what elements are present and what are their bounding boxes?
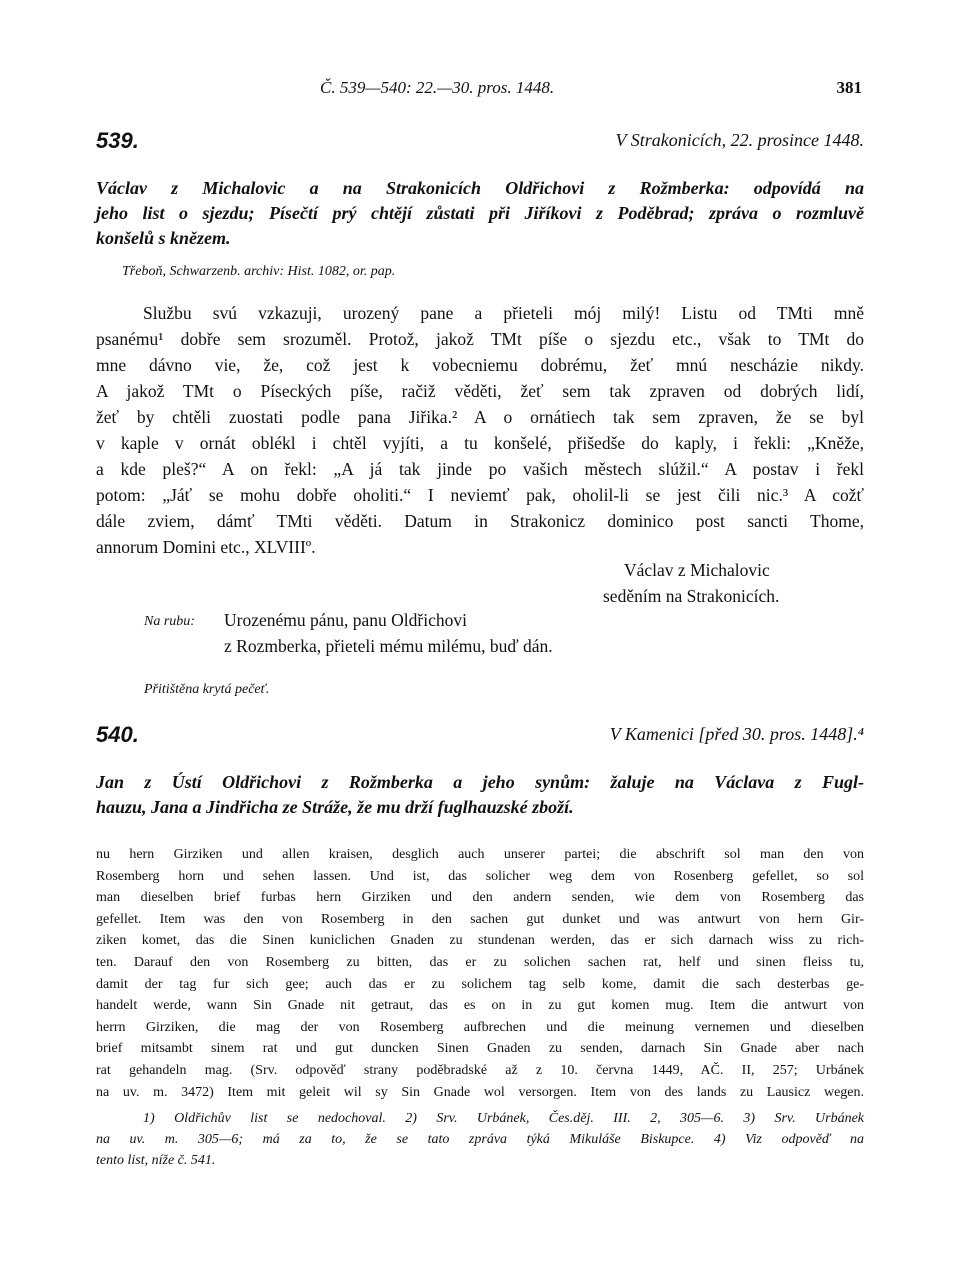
body-line: Službu svú vzkazuji, urozený pane a přieteli mój milý! Listu od TMti mně [143, 303, 864, 323]
document-number-540: 540. [96, 722, 139, 747]
footnote-line: 1) Oldřichův list se nedochoval. 2) Srv. Urbánek, Čes.děj. III. 2, 305—6. 3) Srv. Urbánek [143, 1111, 864, 1126]
german-text-block [96, 844, 864, 1103]
document-number-539: 539. [96, 128, 139, 153]
address-label: Na rubu: [144, 614, 195, 629]
body-line: dále zviem, dámť TMti věděti. Datum in Strakonicz dominico post sancti Thome, [96, 511, 864, 531]
body-line: A jakož TMt o Píseckých píše, račiž věděti, žeť sem tak zpraven od dobrých lidí, [96, 381, 864, 401]
signature-line: seděním na Strakonicích. [603, 586, 780, 606]
german-line: brief mitsambt sinem rat und gut duncken Sinen Gnaden zu senden, darnach Sin Gnade aber nach [96, 1041, 864, 1057]
regest-540 [96, 770, 864, 820]
german-line: nu hern Girziken und allen kraisen, desglich auch unserer partei; die abschrift sol man den von [96, 847, 864, 862]
page-number: 381 [836, 78, 862, 97]
seal-note: Přitištěna krytá pečeť. [144, 682, 270, 697]
regest-line: Jan z Ústí Oldřichovi z Rožmberka a jeho synům: žaluje na Václava z Fugl- [96, 772, 864, 792]
running-head [0, 78, 960, 104]
body-line: psanému¹ dobře sem srozuměl. Protož, jakož TMt píše o sjezdu etc., však to TMt do [96, 329, 864, 349]
footnote-line: tento list, níže č. 541. [96, 1153, 216, 1168]
body-line: žeť by chtěli zuostati podle pana Jiřika.² A o ornátiech tak sem zpraven, že se byl [96, 407, 864, 427]
german-line: handelt werde, wann Sin Gnade nit getraut, das es on in zu gut komen mug. Item die antwurt von [96, 998, 864, 1014]
german-line: herrn Girziken, die mag der von Rosemberg aufbrechen und die meinung vernemen und dieselben [96, 1019, 864, 1035]
body-line: annorum Domini etc., XLVIIIº. [96, 537, 316, 557]
regest-line: hauzu, Jana a Jindřicha ze Stráže, že mu drží fuglhauzské zboží. [96, 797, 574, 817]
german-line: rat gehandeln mag. (Srv. odpověď strany poděbradské až z 10. června 1449, AČ. II, 257; Urbánek [96, 1062, 864, 1078]
body-line: mne dávno vie, že, což jest k vobecniemu dobrému, žeť mnú nescházie nikdy. [96, 355, 864, 375]
regest-line: konšelů s knězem. [96, 228, 231, 248]
german-line: damit der tag fur sich gee; auch das er zu solichem tag selb kome, damit die sach desterbas ge- [96, 976, 864, 992]
footnotes [96, 1108, 864, 1171]
address-line: z Rozmberka, přieteli mému milému, buď dán. [224, 636, 553, 656]
footnote-line: na uv. m. 305—6; má za to, že se tato zpráva týká Mikuláše Biskupce. 4) Viz odpověď na [96, 1132, 864, 1147]
german-line: ten. Darauf den von Rosemberg zu bitten, das er zu solichen sachen rat, helf und sinen fleiss tu, [96, 954, 864, 970]
address-line: Urozenému pánu, panu Oldřichovi [224, 610, 467, 630]
regest-539 [96, 176, 864, 251]
archival-source-539: Třeboň, Schwarzenb. archiv: Hist. 1082, or. pap. [122, 264, 396, 279]
body-line: v kaple v ornát oblékl i chtěl vyjíti, a tu konšelé, přišedše do kaply, i řekli: „Kněže, [96, 433, 864, 453]
regest-line: jeho list o sjezdu; Písečtí prý chtějí zůstati při Jiříkovi z Poděbrad; zpráva o rozmluvě [96, 203, 864, 223]
running-title: Č. 539—540: 22.—30. pros. 1448. [320, 78, 555, 97]
letter-body-539 [96, 300, 864, 560]
document-place-date-540: V Kamenici [před 30. pros. 1448].⁴ [609, 724, 864, 744]
german-line: gefellet. Item was den von Rosemberg in den sachen gut dunket und was antwurt von hern Gir- [96, 911, 864, 927]
german-line: ziken komet, das die Sinen kuniclichen Gnaden zu stundenan werden, das er sich darnach wiss zu rich- [96, 933, 864, 949]
body-line: a kde pleš?“ A on řekl: „A já tak jinde po vašich městech slúžil.“ A postav i řekl [96, 459, 864, 479]
german-line: Rosemberg horn und sehen lassen. Und ist, das solicher weg dem von Rosenberg gefellet, so sol [96, 868, 864, 884]
signature-line: Václav z Michalovic [624, 560, 770, 580]
german-line: na uv. m. 3472) Item mit geleit wil sy Sin Gnade wol versorgen. Item von des lands zu Lausicz wegen. [96, 1084, 864, 1100]
document-place-date-539: V Strakonicích, 22. prosince 1448. [615, 130, 864, 150]
german-line: man dieselben brief furbas hern Girziken und den andern senden, wie dem von Rosemberg das [96, 890, 864, 906]
body-line: potom: „Jáť se mohu dobře oholiti.“ I neviemť pak, oholil-li se jest čili nic.³ A cožť [96, 485, 864, 505]
regest-line: Václav z Michalovic a na Strakonicích Oldřichovi z Rožmberka: odpovídá na [96, 178, 864, 198]
